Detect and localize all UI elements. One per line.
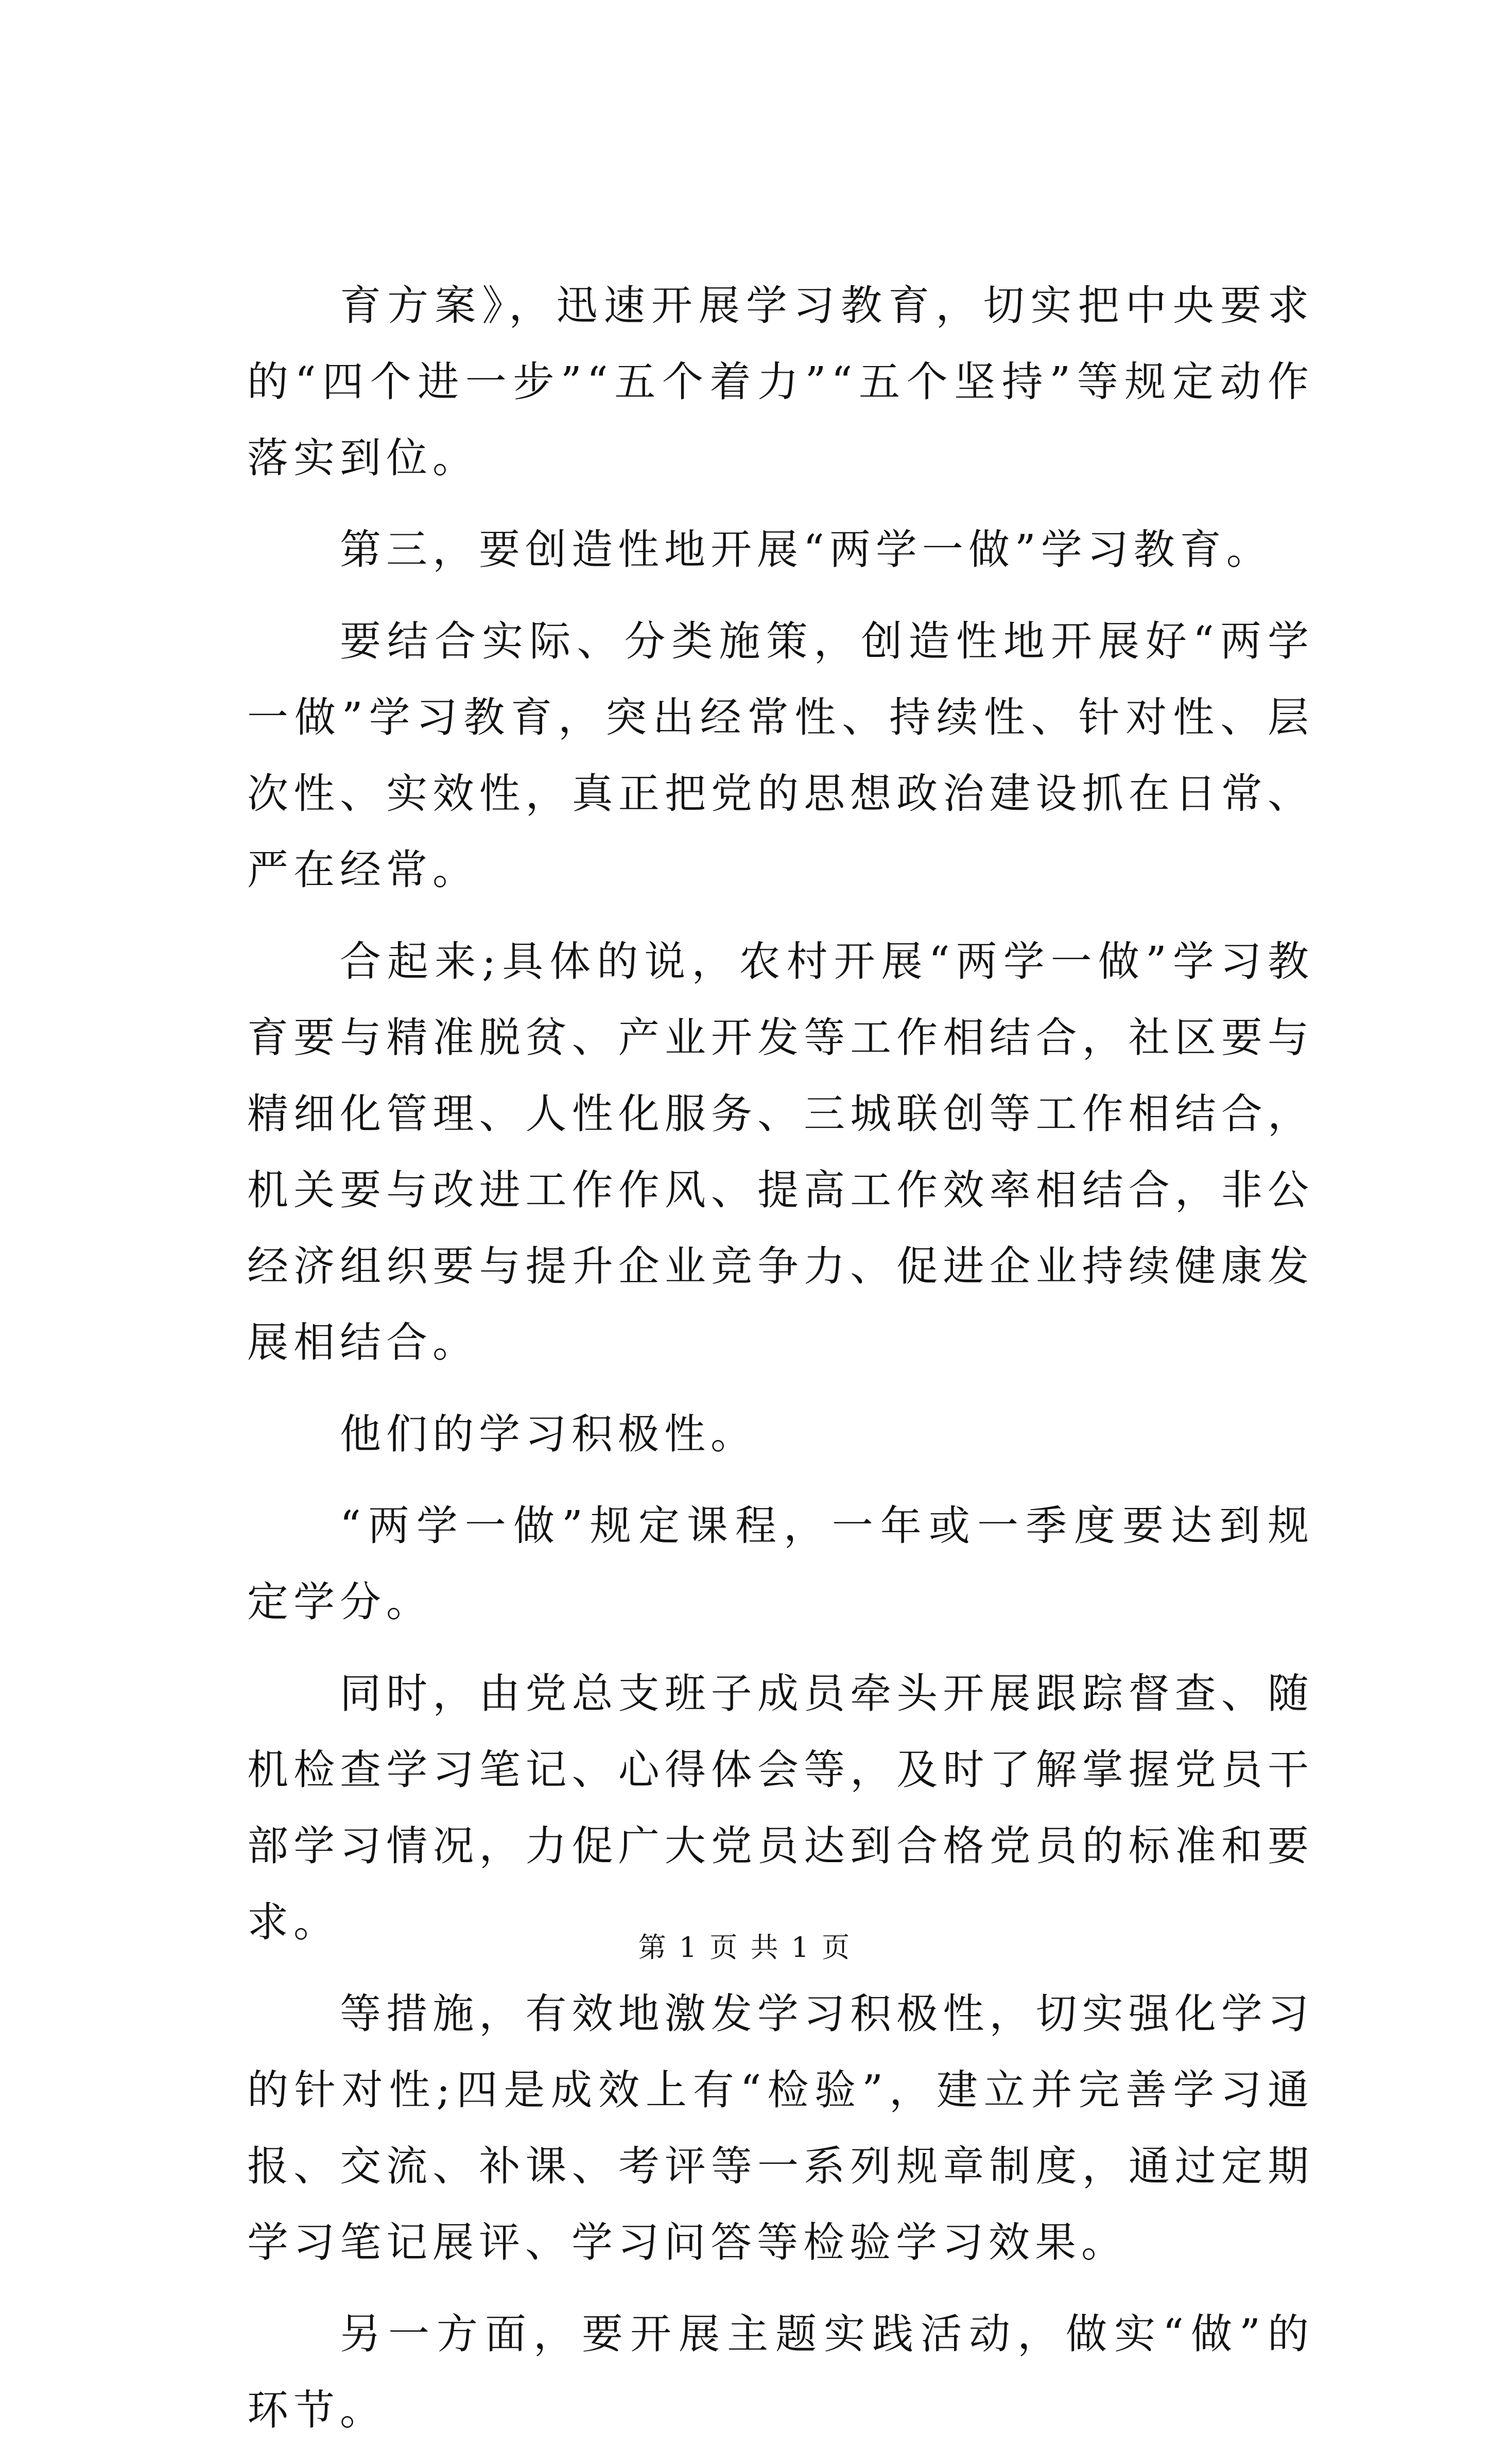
paragraph-2: 第三，要创造性地开展“两学一做”学习教育。	[340, 526, 1273, 574]
paragraph-1: 育方案》，迅速开展学习教育，切实把中央要求的“四个进一步”“五个着力”“五个坚持”等规定动作落实到位。	[247, 282, 1314, 482]
paragraph-9: 另一方面，要开展主题实践活动，做实“做”的环节。	[247, 2310, 1314, 2434]
paragraph-5: 他们的学习积极性。	[340, 1410, 757, 1458]
paragraph-7: 同时，由党总支班子成员牵头开展跟踪督查、随机检查学习笔记、心得体会等，及时了解掌握党员干部学习情况，力促广大党员达到合格党员的标准和要求。	[247, 1670, 1314, 1946]
page-footer: 第 1 页 共 1 页	[638, 1931, 852, 1964]
paragraph-6: “两学一做”规定课程，一年或一季度要达到规定学分。	[247, 1502, 1314, 1626]
paragraph-8: 等措施，有效地激发学习积极性，切实强化学习的针对性;四是成效上有“检验”，建立并完善学习通报、交流、补课、考评等一系列规章制度，通过定期学习笔记展评、学习问答等检验学习效果。	[247, 1990, 1314, 2266]
paragraph-4: 合起来;具体的说，农村开展“两学一做”学习教育要与精准脱贫、产业开发等工作相结合，社区要与精细化管理、人性化服务、三城联创等工作相结合，机关要与改进工作作风、提高工作效率相结合，非公经济组织要与提升企业竞争力、促进企业持续健康发展相结合。	[247, 938, 1314, 1366]
document-body	[247, 268, 1314, 2464]
paragraph-3: 要结合实际、分类施策，创造性地开展好“两学一做”学习教育，突出经常性、持续性、针对性、层次性、实效性，真正把党的思想政治建设抓在日常、严在经常。	[247, 617, 1314, 894]
